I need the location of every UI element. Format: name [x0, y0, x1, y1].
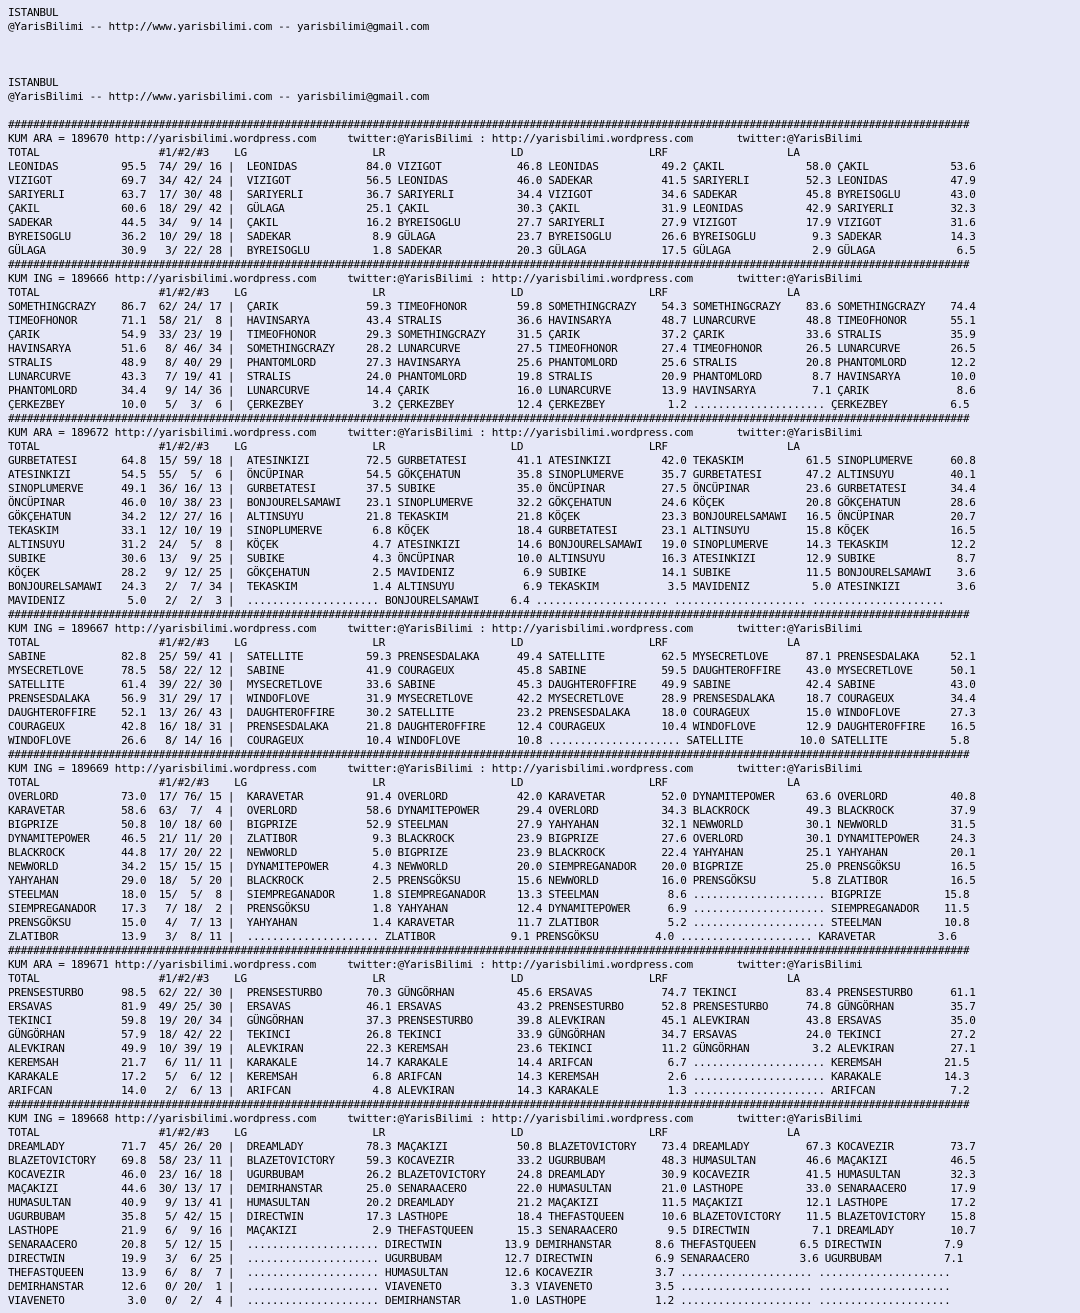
column-header-line: TOTAL #1/#2/#3 LG LR LD LRF LA	[8, 440, 800, 453]
separator-line: #########################################################################################################################################################	[8, 118, 970, 131]
text-line: PRENSESDALAKA 56.9 31/ 29/ 17 | WINDOFLOVE 31.9 MYSECRETLOVE 42.2 MYSECRETLOVE 28.9 PRENSESDALAKA 18.7 COURAGEUX 34.4	[8, 692, 976, 705]
separator-line: #########################################################################################################################################################	[8, 412, 970, 425]
text-line: KEREMSAH 21.7 6/ 11/ 11 | KARAKALE 14.7 KARAKALE 14.4 ARIFCAN 6.7 ..................... KEREMSAH 21.5	[8, 1056, 970, 1069]
text-line: BIGPRIZE 50.8 10/ 18/ 60 | BIGPRIZE 52.9 STEELMAN 27.9 YAHYAHAN 32.1 NEWWORLD 30.1 NEWWORLD 31.5	[8, 818, 976, 831]
text-line: BONJOURELSAMAWI 24.3 2/ 7/ 34 | TEKASKIM 1.4 ALTINSUYU 6.9 TEKASKIM 3.5 MAVIDENIZ 5.0 ATESINKIZI 3.6	[8, 580, 976, 593]
text-line: GÜNGÖRHAN 57.9 18/ 42/ 22 | TEKINCI 26.8 TEKINCI 33.9 GÜNGÖRHAN 34.7 ERSAVAS 24.0 TEKINCI 27.2	[8, 1028, 976, 1041]
text-line: VIZIGOT 69.7 34/ 42/ 24 | VIZIGOT 56.5 LEONIDAS 46.0 SADEKAR 41.5 SARIYERLI 52.3 LEONIDAS 47.9	[8, 174, 976, 187]
blank-line	[8, 34, 1080, 48]
text-line: SENARAACERO 20.8 5/ 12/ 15 | ..................... DIRECTWIN 13.9 DEMIRHANSTAR 8.6 THEFASTQUEEN 6.5 DIRECTWIN 7.9	[8, 1238, 963, 1251]
race-header-line: KUM ING = 189666 http://yarisbilimi.wordpress.com twitter:@YarisBilimi : http://yarisbilimi.wordpress.com twitter:@YarisBilimi	[8, 272, 863, 285]
separator-line: #########################################################################################################################################################	[8, 1098, 970, 1111]
text-line: PRENSGÖKSU 15.0 4/ 7/ 13 | YAHYAHAN 1.4 KARAVETAR 11.7 ZLATIBOR 5.2 ..................... STEELMAN 10.8	[8, 916, 970, 929]
separator-line: #########################################################################################################################################################	[8, 944, 970, 957]
text-line: SABINE 82.8 25/ 59/ 41 | SATELLITE 59.3 PRENSESDALAKA 49.4 SATELLITE 62.5 MYSECRETLOVE 87.1 PRENSESDALAKA 52.1	[8, 650, 976, 663]
text-line: KARAKALE 17.2 5/ 6/ 12 | KEREMSAH 6.8 ARIFCAN 14.3 KEREMSAH 2.6 ..................... KARAKALE 14.3	[8, 1070, 970, 1083]
text-line: SOMETHINGCRAZY 86.7 62/ 24/ 17 | ÇARIK 59.3 TIMEOFHONOR 59.8 SOMETHINGCRAZY 54.3 SOMETHINGCRAZY 83.6 SOMETHINGCRAZY 74.4	[8, 300, 976, 313]
text-line: KÖÇEK 28.2 9/ 12/ 25 | GÖKÇEHATUN 2.5 MAVIDENIZ 6.9 SUBIKE 14.1 SUBIKE 11.5 BONJOURELSAMAWI 3.6	[8, 566, 976, 579]
column-header-line: TOTAL #1/#2/#3 LG LR LD LRF LA	[8, 636, 800, 649]
race-header-line: KUM ARA = 189671 http://yarisbilimi.wordpress.com twitter:@YarisBilimi : http://yarisbilimi.wordpress.com twitter:@YarisBilimi	[8, 958, 863, 971]
text-line: SINOPLUMERVE 49.1 36/ 16/ 13 | GURBETATESI 37.5 SUBIKE 35.0 ÖNCÜPINAR 27.5 ÖNCÜPINAR 23.6 GURBETATESI 34.4	[8, 482, 976, 495]
text-line: MAÇAKIZI 44.6 30/ 13/ 17 | DEMIRHANSTAR 25.0 SENARAACERO 22.0 HUMASULTAN 21.0 LASTHOPE 33.0 SENARAACERO 17.9	[8, 1182, 976, 1195]
race-header-line: KUM ING = 189667 http://yarisbilimi.wordpress.com twitter:@YarisBilimi : http://yarisbilimi.wordpress.com twitter:@YarisBilimi	[8, 622, 863, 635]
text-line: SUBIKE 30.6 13/ 9/ 25 | SUBIKE 4.3 ÖNCÜPINAR 10.0 ALTINSUYU 16.3 ATESINKIZI 12.9 SUBIKE 8.7	[8, 552, 976, 565]
text-line: WINDOFLOVE 26.6 8/ 14/ 16 | COURAGEUX 10.4 WINDOFLOVE 10.8 ..................... SATELLITE 10.0 SATELLITE 5.8	[8, 734, 970, 747]
text-line: SIEMPREGANADOR 17.3 7/ 18/ 2 | PRENSGÖKSU 1.8 YAHYAHAN 12.4 DYNAMITEPOWER 6.9 ..................... SIEMPREGANADOR 11.5	[8, 902, 970, 915]
text-line: TEKINCI 59.8 19/ 20/ 34 | GÜNGÖRHAN 37.3 PRENSESTURBO 39.8 ALEVKIRAN 45.1 ALEVKIRAN 43.8 ERSAVAS 35.0	[8, 1014, 976, 1027]
text-line: ERSAVAS 81.9 49/ 25/ 30 | ERSAVAS 46.1 ERSAVAS 43.2 PRENSESTURBO 52.8 PRENSESTURBO 74.8 GÜNGÖRHAN 35.7	[8, 1000, 976, 1013]
race-header-line: KUM ING = 189668 http://yarisbilimi.wordpress.com twitter:@YarisBilimi : http://yarisbilimi.wordpress.com twitter:@YarisBilimi	[8, 1112, 863, 1125]
text-line: THEFASTQUEEN 13.9 6/ 8/ 7 | ..................... HUMASULTAN 12.6 KOCAVEZIR 3.7 ..................... .....................	[8, 1266, 951, 1279]
text-line: GÜLAGA 30.9 3/ 22/ 28 | BYREISOGLU 1.8 SADEKAR 20.3 GÜLAGA 17.5 GÜLAGA 2.9 GÜLAGA 6.5	[8, 244, 976, 257]
text-line: PHANTOMLORD 34.4 9/ 14/ 36 | LUNARCURVE 14.4 ÇARIK 16.0 LUNARCURVE 13.9 HAVINSARYA 7.1 ÇARIK 8.6	[8, 384, 976, 397]
text-line: KOCAVEZIR 46.0 23/ 16/ 18 | UGURBUBAM 26.2 BLAZETOVICTORY 24.8 DREAMLADY 30.9 KOCAVEZIR 41.5 HUMASULTAN 32.3	[8, 1168, 976, 1181]
text-line: LASTHOPE 21.9 6/ 9/ 16 | MAÇAKIZI 2.9 THEFASTQUEEN 15.3 SENARAACERO 9.5 DIRECTWIN 7.1 DREAMLADY 10.7	[8, 1224, 976, 1237]
text-line: ISTANBUL	[8, 6, 59, 19]
race-header-line: KUM ARA = 189670 http://yarisbilimi.wordpress.com twitter:@YarisBilimi : http://yarisbilimi.wordpress.com twitter:@YarisBilimi	[8, 132, 863, 145]
text-line: ISTANBUL	[8, 76, 59, 89]
text-line: GÖKÇEHATUN 34.2 12/ 27/ 16 | ALTINSUYU 21.8 TEKASKIM 21.8 KÖÇEK 23.3 BONJOURELSAMAWI 16.5 ÖNCÜPINAR 20.7	[8, 510, 976, 523]
text-line: NEWWORLD 34.2 15/ 15/ 15 | DYNAMITEPOWER 4.3 NEWWORLD 20.0 SIEMPREGANADOR 20.0 BIGPRIZE 25.0 PRENSGÖKSU 16.5	[8, 860, 976, 873]
column-header-line: TOTAL #1/#2/#3 LG LR LD LRF LA	[8, 972, 800, 985]
column-header-line: TOTAL #1/#2/#3 LG LR LD LRF LA	[8, 1126, 800, 1139]
text-line: DYNAMITEPOWER 46.5 21/ 11/ 20 | ZLATIBOR 9.3 BLACKROCK 23.9 BIGPRIZE 27.6 OVERLORD 30.1 DYNAMITEPOWER 24.3	[8, 832, 976, 845]
text-line: LUNARCURVE 43.3 7/ 19/ 41 | STRALIS 24.0 PHANTOMLORD 19.8 STRALIS 20.9 PHANTOMLORD 8.7 HAVINSARYA 10.0	[8, 370, 976, 383]
text-line: UGURBUBAM 35.8 5/ 42/ 15 | DIRECTWIN 17.3 LASTHOPE 18.4 THEFASTQUEEN 10.6 BLAZETOVICTORY 11.5 BLAZETOVICTORY 15.8	[8, 1210, 976, 1223]
text-line: ÇERKEZBEY 10.0 5/ 3/ 6 | ÇERKEZBEY 3.2 ÇERKEZBEY 12.4 ÇERKEZBEY 1.2 ..................... ÇERKEZBEY 6.5	[8, 398, 970, 411]
text-line: COURAGEUX 42.8 16/ 18/ 31 | PRENSESDALAKA 21.8 DAUGHTEROFFIRE 12.4 COURAGEUX 10.4 WINDOFLOVE 12.9 DAUGHTEROFFIRE 16.5	[8, 720, 976, 733]
text-line: ÇAKIL 60.6 18/ 29/ 42 | GÜLAGA 25.1 ÇAKIL 30.3 ÇAKIL 31.9 LEONIDAS 42.9 SARIYERLI 32.3	[8, 202, 976, 215]
text-line: HUMASULTAN 40.9 9/ 13/ 41 | HUMASULTAN 20.2 DREAMLADY 21.2 MAÇAKIZI 11.5 MAÇAKIZI 12.1 LASTHOPE 17.2	[8, 1196, 976, 1209]
text-line: ZLATIBOR 13.9 3/ 8/ 11 | ..................... ZLATIBOR 9.1 PRENSGÖKSU 4.0 ..................... KARAVETAR 3.6	[8, 930, 957, 943]
text-line: ALEVKIRAN 49.9 10/ 39/ 19 | ALEVKIRAN 22.3 KEREMSAH 23.6 TEKINCI 11.2 GÜNGÖRHAN 3.2 ALEVKIRAN 27.1	[8, 1042, 976, 1055]
text-line: TEKASKIM 33.1 12/ 10/ 19 | SINOPLUMERVE 6.8 KÖÇEK 18.4 GURBETATESI 23.1 ALTINSUYU 15.8 KÖÇEK 16.5	[8, 524, 976, 537]
text-line: PRENSESTURBO 98.5 62/ 22/ 30 | PRENSESTURBO 70.3 GÜNGÖRHAN 45.6 ERSAVAS 74.7 TEKINCI 83.4 PRENSESTURBO 61.1	[8, 986, 976, 999]
race-header-line: KUM ING = 189669 http://yarisbilimi.wordpress.com twitter:@YarisBilimi : http://yarisbilimi.wordpress.com twitter:@YarisBilimi	[8, 762, 863, 775]
column-header-line: TOTAL #1/#2/#3 LG LR LD LRF LA	[8, 776, 800, 789]
separator-line: #########################################################################################################################################################	[8, 748, 970, 761]
separator-line: #########################################################################################################################################################	[8, 258, 970, 271]
text-line: TIMEOFHONOR 71.1 58/ 21/ 8 | HAVINSARYA 43.4 STRALIS 36.6 HAVINSARYA 48.7 LUNARCURVE 48.8 TIMEOFHONOR 55.1	[8, 314, 976, 327]
text-line: MYSECRETLOVE 78.5 58/ 22/ 12 | SABINE 41.9 COURAGEUX 45.8 SABINE 59.5 DAUGHTEROFFIRE 43.0 MYSECRETLOVE 50.1	[8, 664, 976, 677]
blank-line	[8, 62, 1080, 76]
text-line: ATESINKIZI 54.5 55/ 5/ 6 | ÖNCÜPINAR 54.5 GÖKÇEHATUN 35.8 SINOPLUMERVE 35.7 GURBETATESI 47.2 ALTINSUYU 40.1	[8, 468, 976, 481]
text-line: VIAVENETO 3.0 0/ 2/ 4 | ..................... DEMIRHANSTAR 1.0 LASTHOPE 1.2 ..................... .....................	[8, 1294, 951, 1307]
text-line: DAUGHTEROFFIRE 52.1 13/ 26/ 43 | DAUGHTEROFFIRE 30.2 SATELLITE 23.2 PRENSESDALAKA 18.0 COURAGEUX 15.0 WINDOFLOVE 27.3	[8, 706, 976, 719]
blank-line	[8, 48, 1080, 62]
text-line: @YarisBilimi -- http://www.yarisbilimi.com -- yarisbilimi@gmail.com	[8, 90, 429, 103]
text-line: DIRECTWIN 19.9 3/ 6/ 25 | ..................... UGURBUBAM 12.7 DIRECTWIN 6.9 SENARAACERO 3.6 UGURBUBAM 7.1	[8, 1252, 963, 1265]
text-line: ARIFCAN 14.0 2/ 6/ 13 | ARIFCAN 4.8 ALEVKIRAN 14.3 KARAKALE 1.3 ..................... ARIFCAN 7.2	[8, 1084, 970, 1097]
column-header-line: TOTAL #1/#2/#3 LG LR LD LRF LA	[8, 146, 800, 159]
text-line: SATELLITE 61.4 39/ 22/ 30 | MYSECRETLOVE 33.6 SABINE 45.3 DAUGHTEROFFIRE 49.9 SABINE 42.4 SABINE 43.0	[8, 678, 976, 691]
blank-line	[8, 104, 1080, 118]
text-line: SADEKAR 44.5 34/ 9/ 14 | ÇAKIL 16.2 BYREISOGLU 27.7 SARIYERLI 27.9 VIZIGOT 17.9 VIZIGOT 31.6	[8, 216, 976, 229]
text-line: ALTINSUYU 31.2 24/ 5/ 8 | KÖÇEK 4.7 ATESINKIZI 14.6 BONJOURELSAMAWI 19.0 SINOPLUMERVE 14.3 TEKASKIM 12.2	[8, 538, 976, 551]
text-line: LEONIDAS 95.5 74/ 29/ 16 | LEONIDAS 84.0 VIZIGOT 46.8 LEONIDAS 49.2 ÇAKIL 58.0 ÇAKIL 53.6	[8, 160, 976, 173]
column-header-line: TOTAL #1/#2/#3 LG LR LD LRF LA	[8, 286, 800, 299]
text-line: SARIYERLI 63.7 17/ 30/ 48 | SARIYERLI 36.7 SARIYERLI 34.4 VIZIGOT 34.6 SADEKAR 45.8 BYREISOGLU 43.0	[8, 188, 976, 201]
race-header-line: KUM ARA = 189672 http://yarisbilimi.wordpress.com twitter:@YarisBilimi : http://yarisbilimi.wordpress.com twitter:@YarisBilimi	[8, 426, 863, 439]
text-line: DEMIRHANSTAR 12.6 0/ 20/ 1 | ..................... VIAVENETO 3.3 VIAVENETO 3.5 ..................... .....................	[8, 1280, 951, 1293]
text-line: ÖNCÜPINAR 46.0 10/ 38/ 23 | BONJOURELSAMAWI 23.1 SINOPLUMERVE 32.2 GÖKÇEHATUN 24.6 KÖÇEK 20.8 GÖKÇEHATUN 28.6	[8, 496, 976, 509]
text-line: ÇARIK 54.9 33/ 23/ 19 | TIMEOFHONOR 29.3 SOMETHINGCRAZY 31.5 ÇARIK 37.2 ÇARIK 33.6 STRALIS 35.9	[8, 328, 976, 341]
text-line: MAVIDENIZ 5.0 2/ 2/ 3 | ..................... BONJOURELSAMAWI 6.4 ..................... ..................... .....................	[8, 594, 945, 607]
text-line: YAHYAHAN 29.0 18/ 5/ 20 | BLACKROCK 2.5 PRENSGÖKSU 15.6 NEWWORLD 16.0 PRENSGÖKSU 5.8 ZLATIBOR 16.5	[8, 874, 976, 887]
text-line: HAVINSARYA 51.6 8/ 46/ 34 | SOMETHINGCRAZY 28.2 LUNARCURVE 27.5 TIMEOFHONOR 27.4 TIMEOFHONOR 26.5 LUNARCURVE 26.5	[8, 342, 976, 355]
text-line: BYREISOGLU 36.2 10/ 29/ 18 | SADEKAR 8.9 GÜLAGA 23.7 BYREISOGLU 26.6 BYREISOGLU 9.3 SADEKAR 14.3	[8, 230, 976, 243]
text-line: @YarisBilimi -- http://www.yarisbilimi.com -- yarisbilimi@gmail.com	[8, 20, 429, 33]
text-line: KARAVETAR 58.6 63/ 7/ 4 | OVERLORD 58.6 DYNAMITEPOWER 29.4 OVERLORD 34.3 BLACKROCK 49.3 BLACKROCK 37.9	[8, 804, 976, 817]
text-line: BLAZETOVICTORY 69.8 58/ 23/ 11 | BLAZETOVICTORY 59.3 KOCAVEZIR 33.2 UGURBUBAM 48.3 HUMASULTAN 46.6 MAÇAKIZI 46.5	[8, 1154, 976, 1167]
text-line: DREAMLADY 71.7 45/ 26/ 20 | DREAMLADY 78.3 MAÇAKIZI 50.8 BLAZETOVICTORY 73.4 DREAMLADY 67.3 KOCAVEZIR 73.7	[8, 1140, 976, 1153]
text-line: STRALIS 48.9 8/ 40/ 29 | PHANTOMLORD 27.3 HAVINSARYA 25.6 PHANTOMLORD 25.6 STRALIS 20.8 PHANTOMLORD 12.2	[8, 356, 976, 369]
separator-line: #########################################################################################################################################################	[8, 608, 970, 621]
text-line: BLACKROCK 44.8 17/ 20/ 22 | NEWWORLD 5.0 BIGPRIZE 23.9 BLACKROCK 22.4 YAHYAHAN 25.1 YAHYAHAN 20.1	[8, 846, 976, 859]
text-line: OVERLORD 73.0 17/ 76/ 15 | KARAVETAR 91.4 OVERLORD 42.0 KARAVETAR 52.0 DYNAMITEPOWER 63.6 OVERLORD 40.8	[8, 790, 976, 803]
text-line: GURBETATESI 64.8 15/ 59/ 18 | ATESINKIZI 72.5 GURBETATESI 41.1 ATESINKIZI 42.0 TEKASKIM 61.5 SINOPLUMERVE 60.8	[8, 454, 976, 467]
text-line: STEELMAN 18.0 15/ 5/ 8 | SIEMPREGANADOR 1.8 SIEMPREGANADOR 13.3 STEELMAN 8.6 ..................... BIGPRIZE 15.8	[8, 888, 970, 901]
